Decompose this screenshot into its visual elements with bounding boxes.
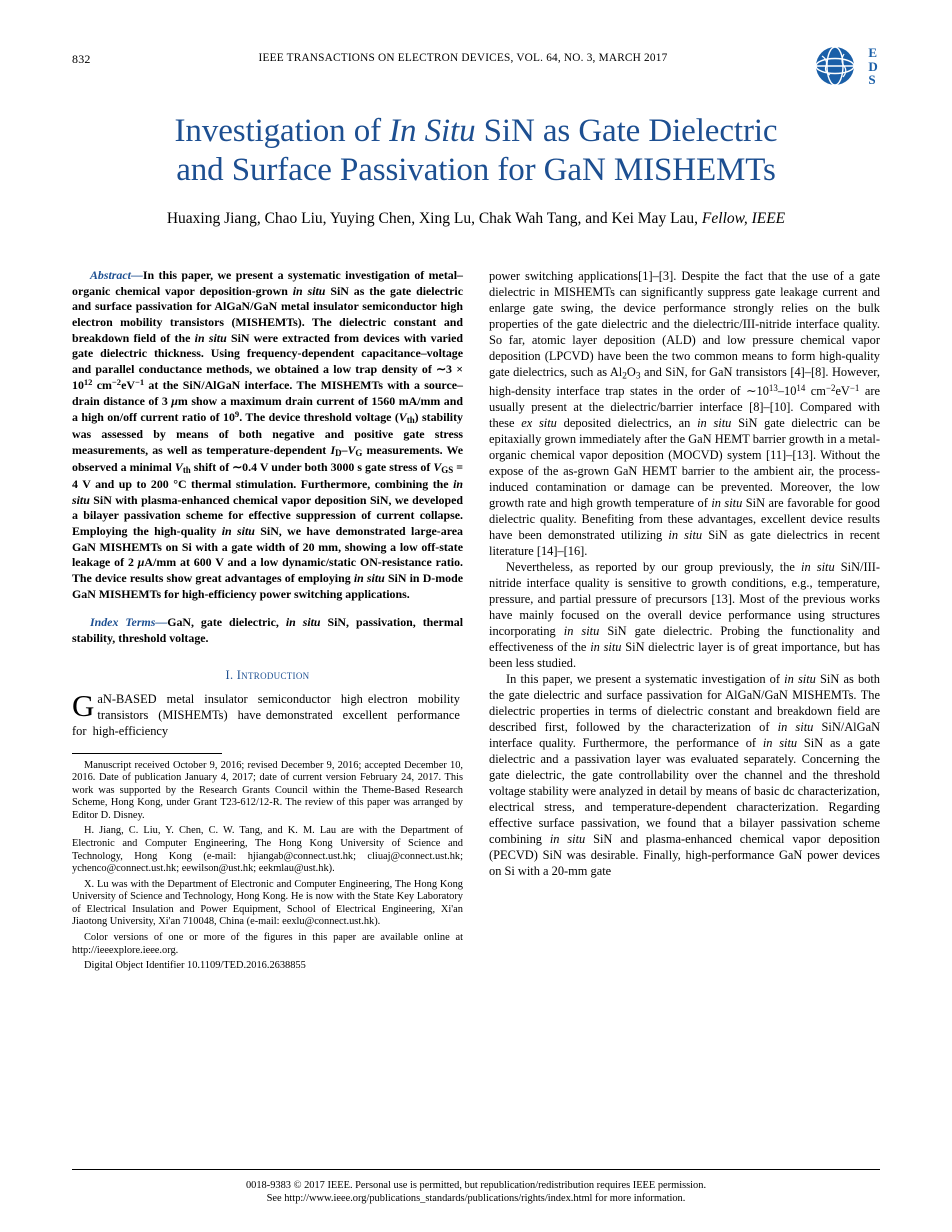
logo-letter-d: D: [868, 58, 878, 74]
section-heading-introduction: I. Introduction: [225, 667, 310, 682]
index-terms-lead: Index Terms—: [90, 615, 168, 630]
running-head: [72, 45, 880, 87]
index-terms: [72, 615, 463, 646]
right-column: [489, 268, 880, 976]
copyright-rule: [72, 1169, 880, 1170]
logo-letter-e: E: [868, 45, 878, 60]
body-columns: [72, 268, 880, 976]
abstract: [72, 268, 463, 602]
copyright-line-1: 0018-9383 © 2017 IEEE. Personal use is permitted, but republication/redistribution requires IEEE permission.: [245, 1179, 707, 1191]
footnote-block: [72, 760, 463, 973]
index-terms-text: GaN, gate dielectric, in situ SiN, passivation, thermal stability, threshold voltage.: [72, 615, 463, 645]
abstract-lead: Abstract—: [90, 267, 143, 282]
journal-title: IEEE TRANSACTIONS ON ELECTRON DEVICES, VOL. 64, NO. 3, MARCH 2017: [258, 52, 668, 64]
copyright-line-2: See http://www.ieee.org/publications_standards/publications/rights/index.html for more information.: [266, 1193, 686, 1205]
globe-icon: [814, 44, 858, 88]
right-paragraph-2: Nevertheless, as reported by our group previously, the in situ SiN/III-nitride interface quality is sensitive to growth conditions, e.g., temperature, pressure, and partial pressure of precursors [13]. Most of the previous works have mainly focused on the overall device performance using structures incorporating in situ SiN gate dielectric. Probing the functionality and effectiveness of the in situ SiN dielectric layer is of great importance, but has been less studied.: [489, 560, 881, 671]
footnote-rule: [72, 753, 222, 754]
eds-letters: [868, 46, 878, 86]
title-line1-italic: In Situ: [389, 113, 476, 149]
logo-letter-s: S: [868, 72, 876, 87]
left-column: [72, 268, 463, 976]
right-paragraph-3: In this paper, we present a systematic investigation of in situ SiN as both the gate dielectric and surface passivation for AlGaN/GaN MISHEMTs. The dielectric properties in terms of dielectric constant and breakdown field are described first, followed by the characterization of in situ SiN/AlGaN interface quality. Furthermore, the performance of in situ SiN as a gate dielectric and a passivation layer was evaluated separately. Concerning the gate dielectric, the gate controllability over the channel and the threshold voltage stability were analyzed in detail by means of basic dc characterization, electrical stress, and temperature-dependent characterization. Regarding effective surface passivation, we found that a bilayer passivation scheme combining in situ SiN and plasma-enhanced chemical vapor deposition (PECVD) SiN was desirable. Finally, high-performance GaN power devices on Si with a 20-mm gate: [489, 672, 881, 879]
right-paragraph-1: power switching applications[1]–[3]. Despite the fact that the use of a gate dielectric in MISHEMTs can significantly suppress gate leakage current and enlarge gate swing, the device performance strongly relies on the bulk properties of the gate dielectric and the dielectric/III-nitride interface quality. So far, atomic layer deposition (ALD) and low pressure chemical vapor deposition (LPCVD) have been the two common means to form high-quality gate dielectrics, such as $Al_2O_3$ and SiN, for GaN transistors [4]–[8]. However, high-density interface trap states in the order of $\sim 10^{13}-10^{14}$ $cm^{-2}eV^{-1}$ are usually present at the dielectric/barrier interface [8]–[10]. Compared with these ex situ deposited dielectrics, an in situ SiN gate dielectric can be epitaxially grown immediately after the GaN HEMT barrier growth in a metal-organic chemical vapor deposition (MOCVD) system [11]–[13]. Without the expose of the as-grown GaN HEMT barrier to the ambient air, the process-induced contamination or damage can be prevented. Moreover, the low growth rate and high growth temperature of in situ SiN are favorable for good dielectric quality. Benefiting from these advantages, excellent device results have been demonstrated utilizing in situ SiN as gate dielectrics in recent literature [14]–[16].: [489, 268, 881, 559]
copyright-block: [0, 1179, 952, 1206]
abstract-text: In this paper, we present a systematic investigation of metal–organic chemical vapor deposition-grown in situ SiN as the gate dielectric and surface passivation for AlGaN/GaN metal insulator semiconductor high electron mobility transistors (MISHEMTs). The dielectric constant and breakdown field of the in situ SiN were extracted from devices with varied gate dielectric thickness. Using frequency-dependent capacitance–voltage and parallel conductance methods, we obtained a low trap density of ∼3 × $10^{12}$ $cm^{-2}eV^{-1}$ at the SiN/AlGaN interface. The MISHEMTs with a source–drain distance of 3 μm show a maximum drain current of 1560 mA/mm and a high on/off current ratio of $10^9$. The device threshold voltage $(V_{th})$ stability was assessed by means of both negative and positive gate stress measurements, as well as temperature-dependent $I_D-V_G$ measurements. We observed a minimal $V_{th}$ shift of ∼0.4 V under both 3000 s gate stress of $V_{GS} = 4$ V and up to 200 °C thermal stimulation. Furthermore, combining the in situ SiN with plasma-enhanced chemical vapor deposition SiN, we developed a bilayer passivation scheme for effective suppression of current collapse. Employing the high-quality in situ SiN, we have demonstrated large-area GaN MISHEMTs on Si with a gate width of 20 mm, showing a low off-state leakage of 2 μA/mm at 600 V and a low dynamic/static ON-resistance ratio. The device results show great advantages of employing in situ SiN in D-mode GaN MISHEMTs for high-efficiency power switching applications.: [72, 267, 464, 601]
footnote-color-versions: Color versions of one or more of the figures in this paper are available online at http://ieeexplore.ieee.org.: [72, 932, 463, 956]
footnote-manuscript: Manuscript received October 9, 2016; revised December 9, 2016; accepted December 10, 2016. Date of publication January 4, 2017; date of current version February 24, 2017. This work was supported by the Research Grants Council within the Theme-Based Research Scheme, Hong Kong, under Grant T23-612/12-R. The review of this paper was arranged by Editor D. Disney.: [72, 759, 463, 821]
footnote-affiliation-1: H. Jiang, C. Liu, Y. Chen, C. W. Tang, and K. M. Lau are with the Department of Electronic and Computer Engineering, The Hong Kong University of Science and Technology, Hong Kong (e-mail: hjiangab@connect.ust.hk; cliuaj@connect.ust.hk; ychenco@connect.ust.hk; eewilson@ust.hk; eekmlau@ust.hk).: [72, 825, 463, 875]
page-number: 832: [72, 52, 91, 66]
footnote-doi: Digital Object Identifier 10.1109/TED.2016.2638855: [84, 960, 306, 972]
ieee-eds-logo: [814, 44, 880, 88]
footnote-affiliation-2: X. Lu was with the Department of Electronic and Computer Engineering, The Hong Kong University of Science and Technology, Hong Kong. He is now with the State Key Laboratory of Electrical Insulation and Power Equipment, School of Electrical Engineering, Xi'an Jiaotong University, Xi'an 710048, China (e-mail: eexlu@connect.ust.hk).: [72, 878, 463, 928]
intro-paragraph-1: GaN-BASED metal insulator semiconductor high electron mobility transistors (MISHEMTs) have demonstrated excellent performance for high-efficiency: [72, 687, 463, 738]
title-line1-a: Investigation of: [174, 113, 390, 149]
title-line2: and Surface Passivation for GaN MISHEMTs: [176, 151, 776, 188]
drop-cap: G: [72, 687, 95, 723]
page-title: [72, 112, 880, 190]
author-list: Huaxing Jiang, Chao Liu, Yuying Chen, Xing Lu, Chak Wah Tang, and Kei May Lau, Fellow, IEEE: [166, 209, 786, 227]
title-line1-b: SiN as Gate Dielectric: [475, 113, 778, 149]
